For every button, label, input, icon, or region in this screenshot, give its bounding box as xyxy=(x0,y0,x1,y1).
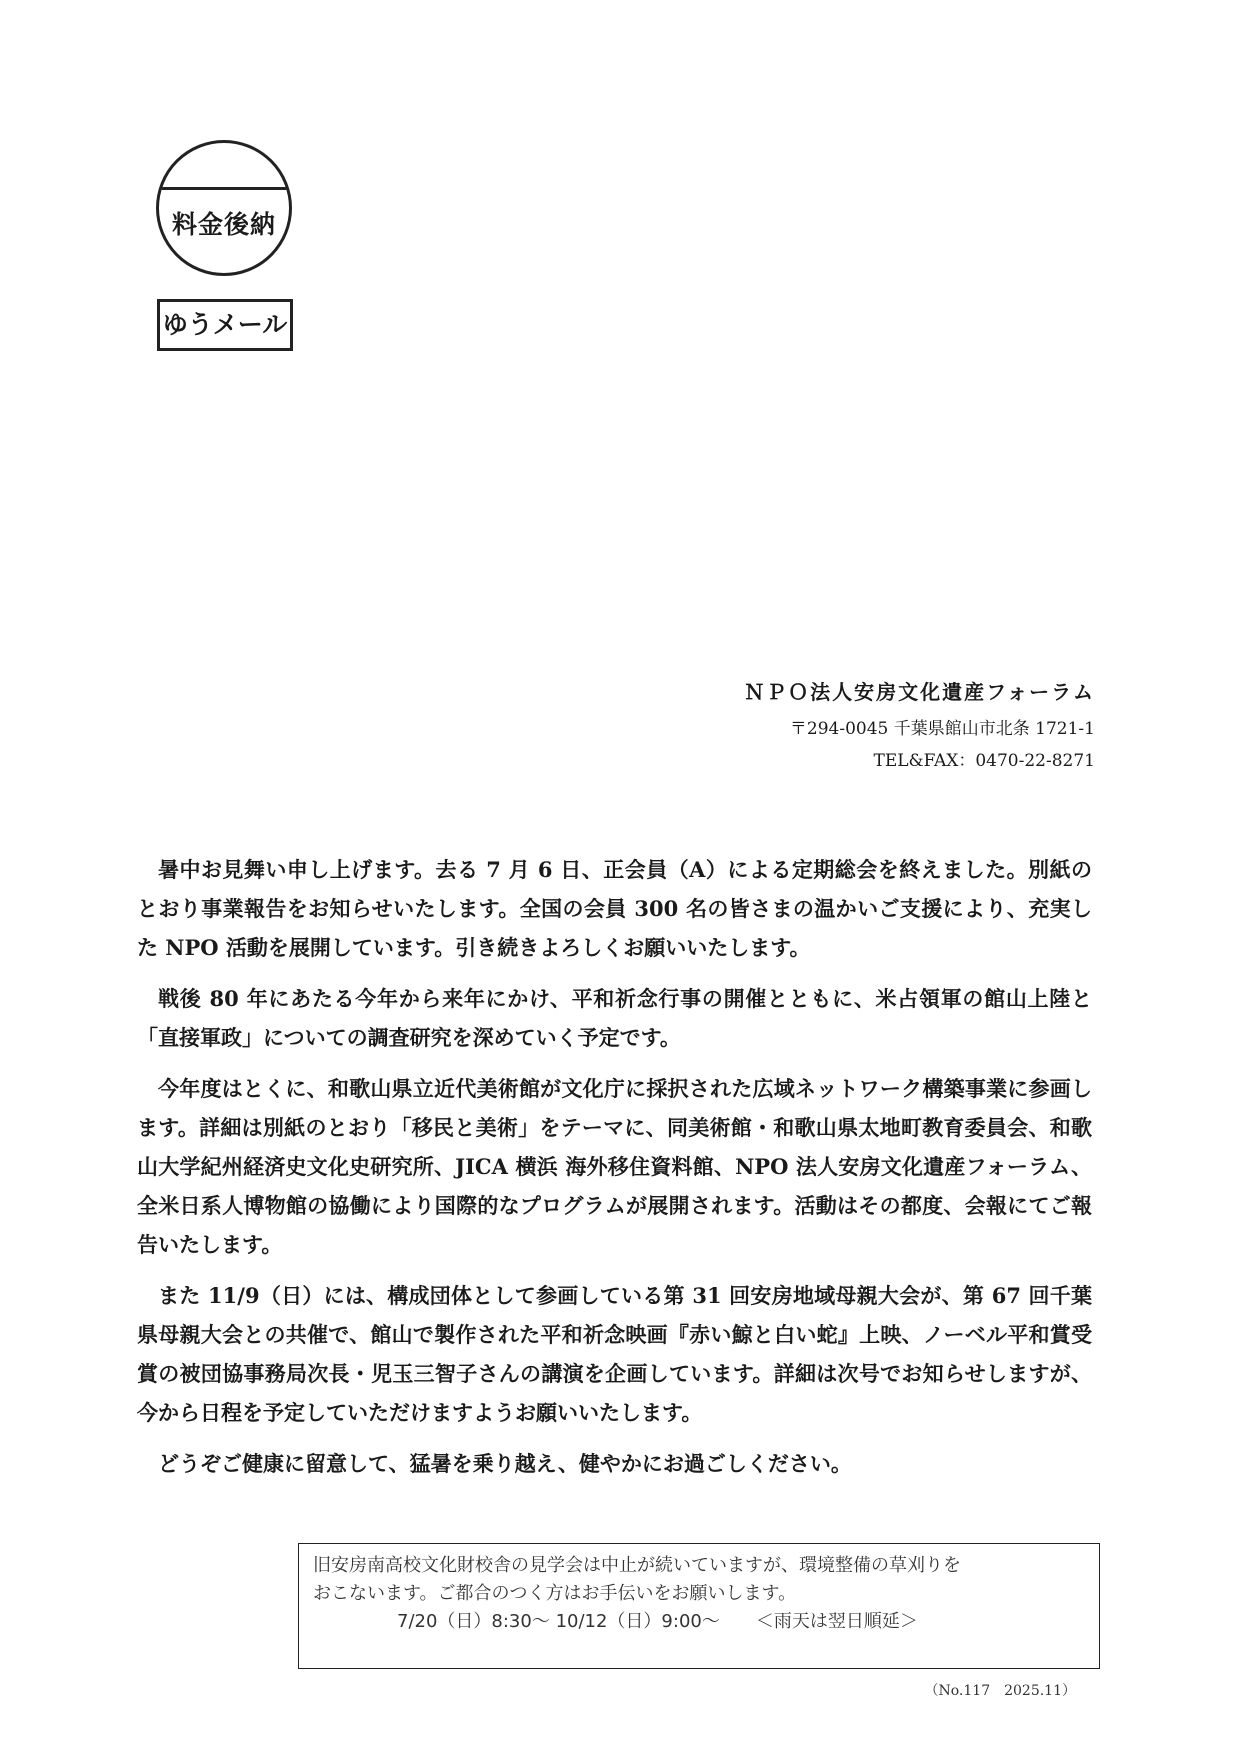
letter-paragraph: 今年度はとくに、和歌山県立近代美術館が文化庁に採択された広域ネットワーク構築事業に参画します。詳細は別紙のとおり「移民と美術」をテーマに、同美術館・和歌山県太地町教育委員会、和歌山大学紀州経済史文化史研究所、JICA 横浜 海外移住資料館、NPO 法人安房文化遺産フォーラム、全米日系人博物館の協働により国際的なプログラムが展開されます。活動はその都度、会報にてご報告いたします。 xyxy=(137,1076,1092,1257)
sender-tel-fax: TEL&FAX：0470-22-8271 xyxy=(873,751,1095,771)
notice-line: 旧安房南高校文化財校舎の見学会は中止が続いていますが、環境整備の草刈りを xyxy=(313,1555,961,1576)
stamp-divider xyxy=(159,187,289,190)
letter-paragraph: また 11/9（日）には、構成団体として参画している第 31 回安房地域母親大会が、第 67 回千葉県母親大会との共催で、館山で製作された平和祈念映画『赤い鯨と白い蛇』上映、ノーベル平和賞受賞の被団協事務局次長・児玉三智子さんの講演を企画しています。詳細は次号でお知らせしますが、今から日程を予定していただけますようお願いいたします。 xyxy=(137,1283,1092,1425)
postage-paid-label: 料金後納 xyxy=(171,210,276,239)
letter-body xyxy=(137,850,1092,1495)
letter-paragraph: 戦後 80 年にあたる今年から来年にかけ、平和祈念行事の開催とともに、米占領軍の館山上陸と「直接軍政」についての調査研究を深めていく予定です。 xyxy=(137,986,1092,1050)
sender-address: 〒294-0045 千葉県館山市北条 1721-1 xyxy=(789,719,1095,739)
sender-name: ＮＰＯ法人安房文化遺産フォーラム xyxy=(744,680,1095,704)
notice-schedule: 7/20（日）8:30～ 10/12（日）9:00～ ＜雨天は翌日順延＞ xyxy=(397,1611,918,1632)
notice-line: おこないます。ご都合のつく方はお手伝いをお願いします。 xyxy=(313,1583,797,1604)
letter-paragraph: どうぞご健康に留意して、猛暑を乗り越え、健やかにお過ごしください。 xyxy=(158,1451,852,1476)
postage-paid-stamp xyxy=(156,140,292,276)
notice-box xyxy=(298,1543,1100,1669)
issue-number: （No.117 2025.11） xyxy=(924,1683,1076,1699)
yu-mail-label: ゆうメール xyxy=(157,299,293,351)
sender-block xyxy=(744,676,1095,781)
letter-paragraph: 暑中お見舞い申し上げます。去る 7 月 6 日、正会員（A）による定期総会を終えました。別紙のとおり事業報告をお知らせいたします。全国の会員 300 名の皆さまの温かいご支援により、充実した NPO 活動を展開しています。引き続きよろしくお願いいたします。 xyxy=(137,857,1092,960)
